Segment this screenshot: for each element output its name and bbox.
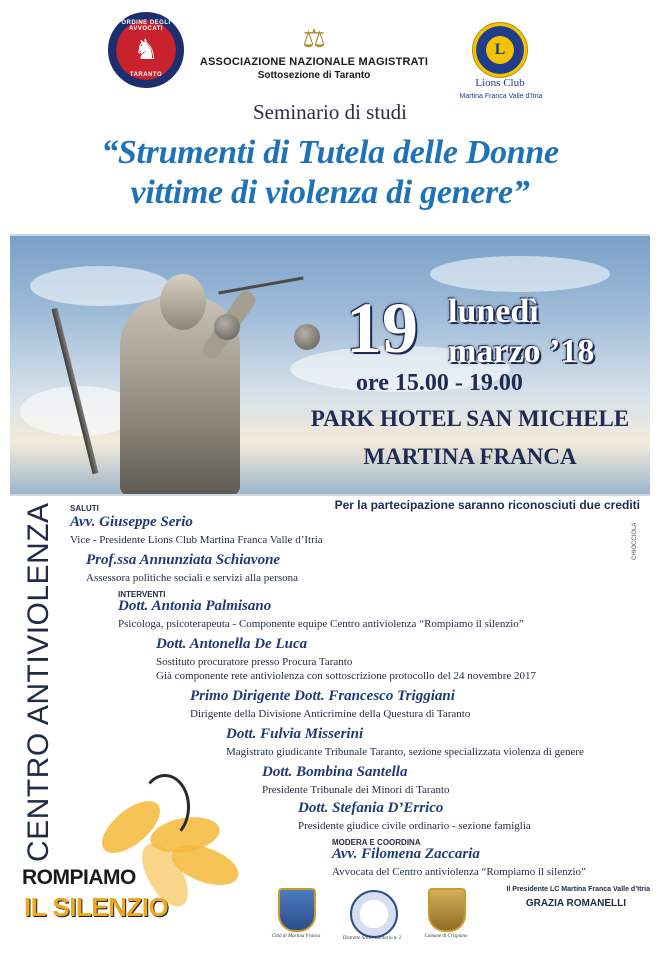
event-banner (10, 234, 650, 496)
avvocati-ring-top: ORDINE DEGLI AVVOCATI (121, 20, 171, 32)
seminar-kicker: Seminario di studi (253, 100, 407, 124)
president-name: GRAZIA ROMANELLI (525, 898, 626, 909)
main-title-line-2: vittime di violenza di genere” (130, 174, 530, 211)
lions-emblem-icon: L (494, 41, 506, 58)
scale-pan-left (214, 314, 240, 340)
speaker-role-2: Già componente rete antiviolenza con sottoscrizione protocollo del 24 novembre 2017 (156, 670, 536, 682)
credits-note: Per la partecipazione saranno riconosciuti due crediti (334, 498, 640, 512)
main-title-line-1: “Strumenti di Tutela delle Donne (101, 134, 559, 171)
crest-caption: Comune di Crispiano (424, 934, 468, 939)
scale-beam (218, 277, 303, 295)
speaker-role: Presidente giudice civile ordinario - sezione famiglia (298, 820, 531, 832)
speaker-name: Dott. Antonella De Luca (156, 636, 308, 652)
scale-pan-right (294, 324, 320, 350)
speaker-name: Prof.ssa Annunziata Schiavone (86, 552, 281, 568)
main-title (0, 133, 660, 213)
scales-icon: ⚖ (302, 24, 326, 54)
speaker-name: Avv. Filomena Zaccaria (332, 846, 480, 862)
distretto-seal-icon (350, 890, 398, 938)
crispiano-crest-icon (428, 888, 466, 932)
event-hours: ore 15.00 - 19.00 (356, 370, 523, 396)
moderator-label: MODERA E COORDINA (332, 838, 421, 847)
event-city: MARTINA FRANCA (363, 444, 577, 469)
crest-caption: Distretto Socio-sanitario n. 2 (342, 936, 402, 941)
martina-franca-crest-icon (278, 888, 316, 932)
speaker-role: Presidente Tribunale dei Minori di Taranto (262, 784, 450, 796)
crest-caption: Città di Martina Franca (271, 934, 321, 939)
event-day-number: 19 (346, 288, 418, 368)
event-venue: PARK HOTEL SAN MICHELE (310, 406, 630, 431)
speaker-role: Avvocata del Centro antiviolenza “Rompiamo il silenzio” (332, 866, 586, 878)
event-month-year: marzo ’18 (448, 333, 595, 370)
event-weekday: lunedì (448, 293, 539, 330)
speaker-role: Assessora politiche sociali e servizi alla persona (86, 572, 298, 584)
swirl-icon (140, 774, 190, 840)
cloud-shape (430, 256, 610, 292)
speaker-role: Magistrato giudicante Tribunale Taranto, sezione specializzata violenza di genere (226, 746, 584, 758)
avvocati-ring-bottom: TARANTO (129, 72, 163, 78)
silenzio-text: IL SILENZIO (24, 892, 169, 922)
design-credit: CHIOCCIOLA (632, 522, 638, 560)
speaker-name: Dott. Stefania D’Errico (298, 800, 444, 816)
saluti-label: SALUTI (70, 504, 99, 513)
speaker-role: Sostituto procuratore presso Procura Taranto (156, 656, 353, 668)
statue-head (160, 274, 206, 330)
anm-subtitle: Sottosezione di Taranto (257, 70, 371, 81)
lions-subtitle: Martina Franca Valle d'Itria (459, 93, 543, 100)
rompiamo-text: ROMPIAMO (22, 866, 136, 889)
interventi-label: INTERVENTI (118, 590, 166, 599)
centro-antiviolenza-label: CENTRO ANTIVIOLENZA (22, 502, 55, 862)
speaker-name: Dott. Fulvia Misserini (226, 726, 364, 742)
speaker-name: Avv. Giuseppe Serio (70, 514, 193, 530)
speaker-name: Dott. Bombina Santella (262, 764, 408, 780)
speaker-name: Primo Dirigente Dott. Francesco Triggiani (190, 688, 455, 704)
pegasus-icon: ♞ (133, 33, 159, 66)
lions-name: Lions Club (475, 77, 525, 89)
speaker-role: Vice - Presidente Lions Club Martina Franca Valle d’Itria (70, 534, 323, 546)
lions-logo (472, 22, 528, 78)
president-label: Il Presidente LC Martina Franca Valle d’Itria (506, 886, 650, 893)
anm-title: ASSOCIAZIONE NAZIONALE MAGISTRATI (199, 56, 429, 68)
speaker-role: Dirigente della Divisione Anticrimine della Questura di Taranto (190, 708, 471, 720)
ordine-avvocati-logo (108, 12, 184, 88)
speaker-role: Psicologa, psicoterapeuta - Componente equipe Centro antiviolenza “Rompiamo il silenzio” (118, 618, 524, 630)
speaker-name: Dott. Antonia Palmisano (118, 598, 272, 614)
